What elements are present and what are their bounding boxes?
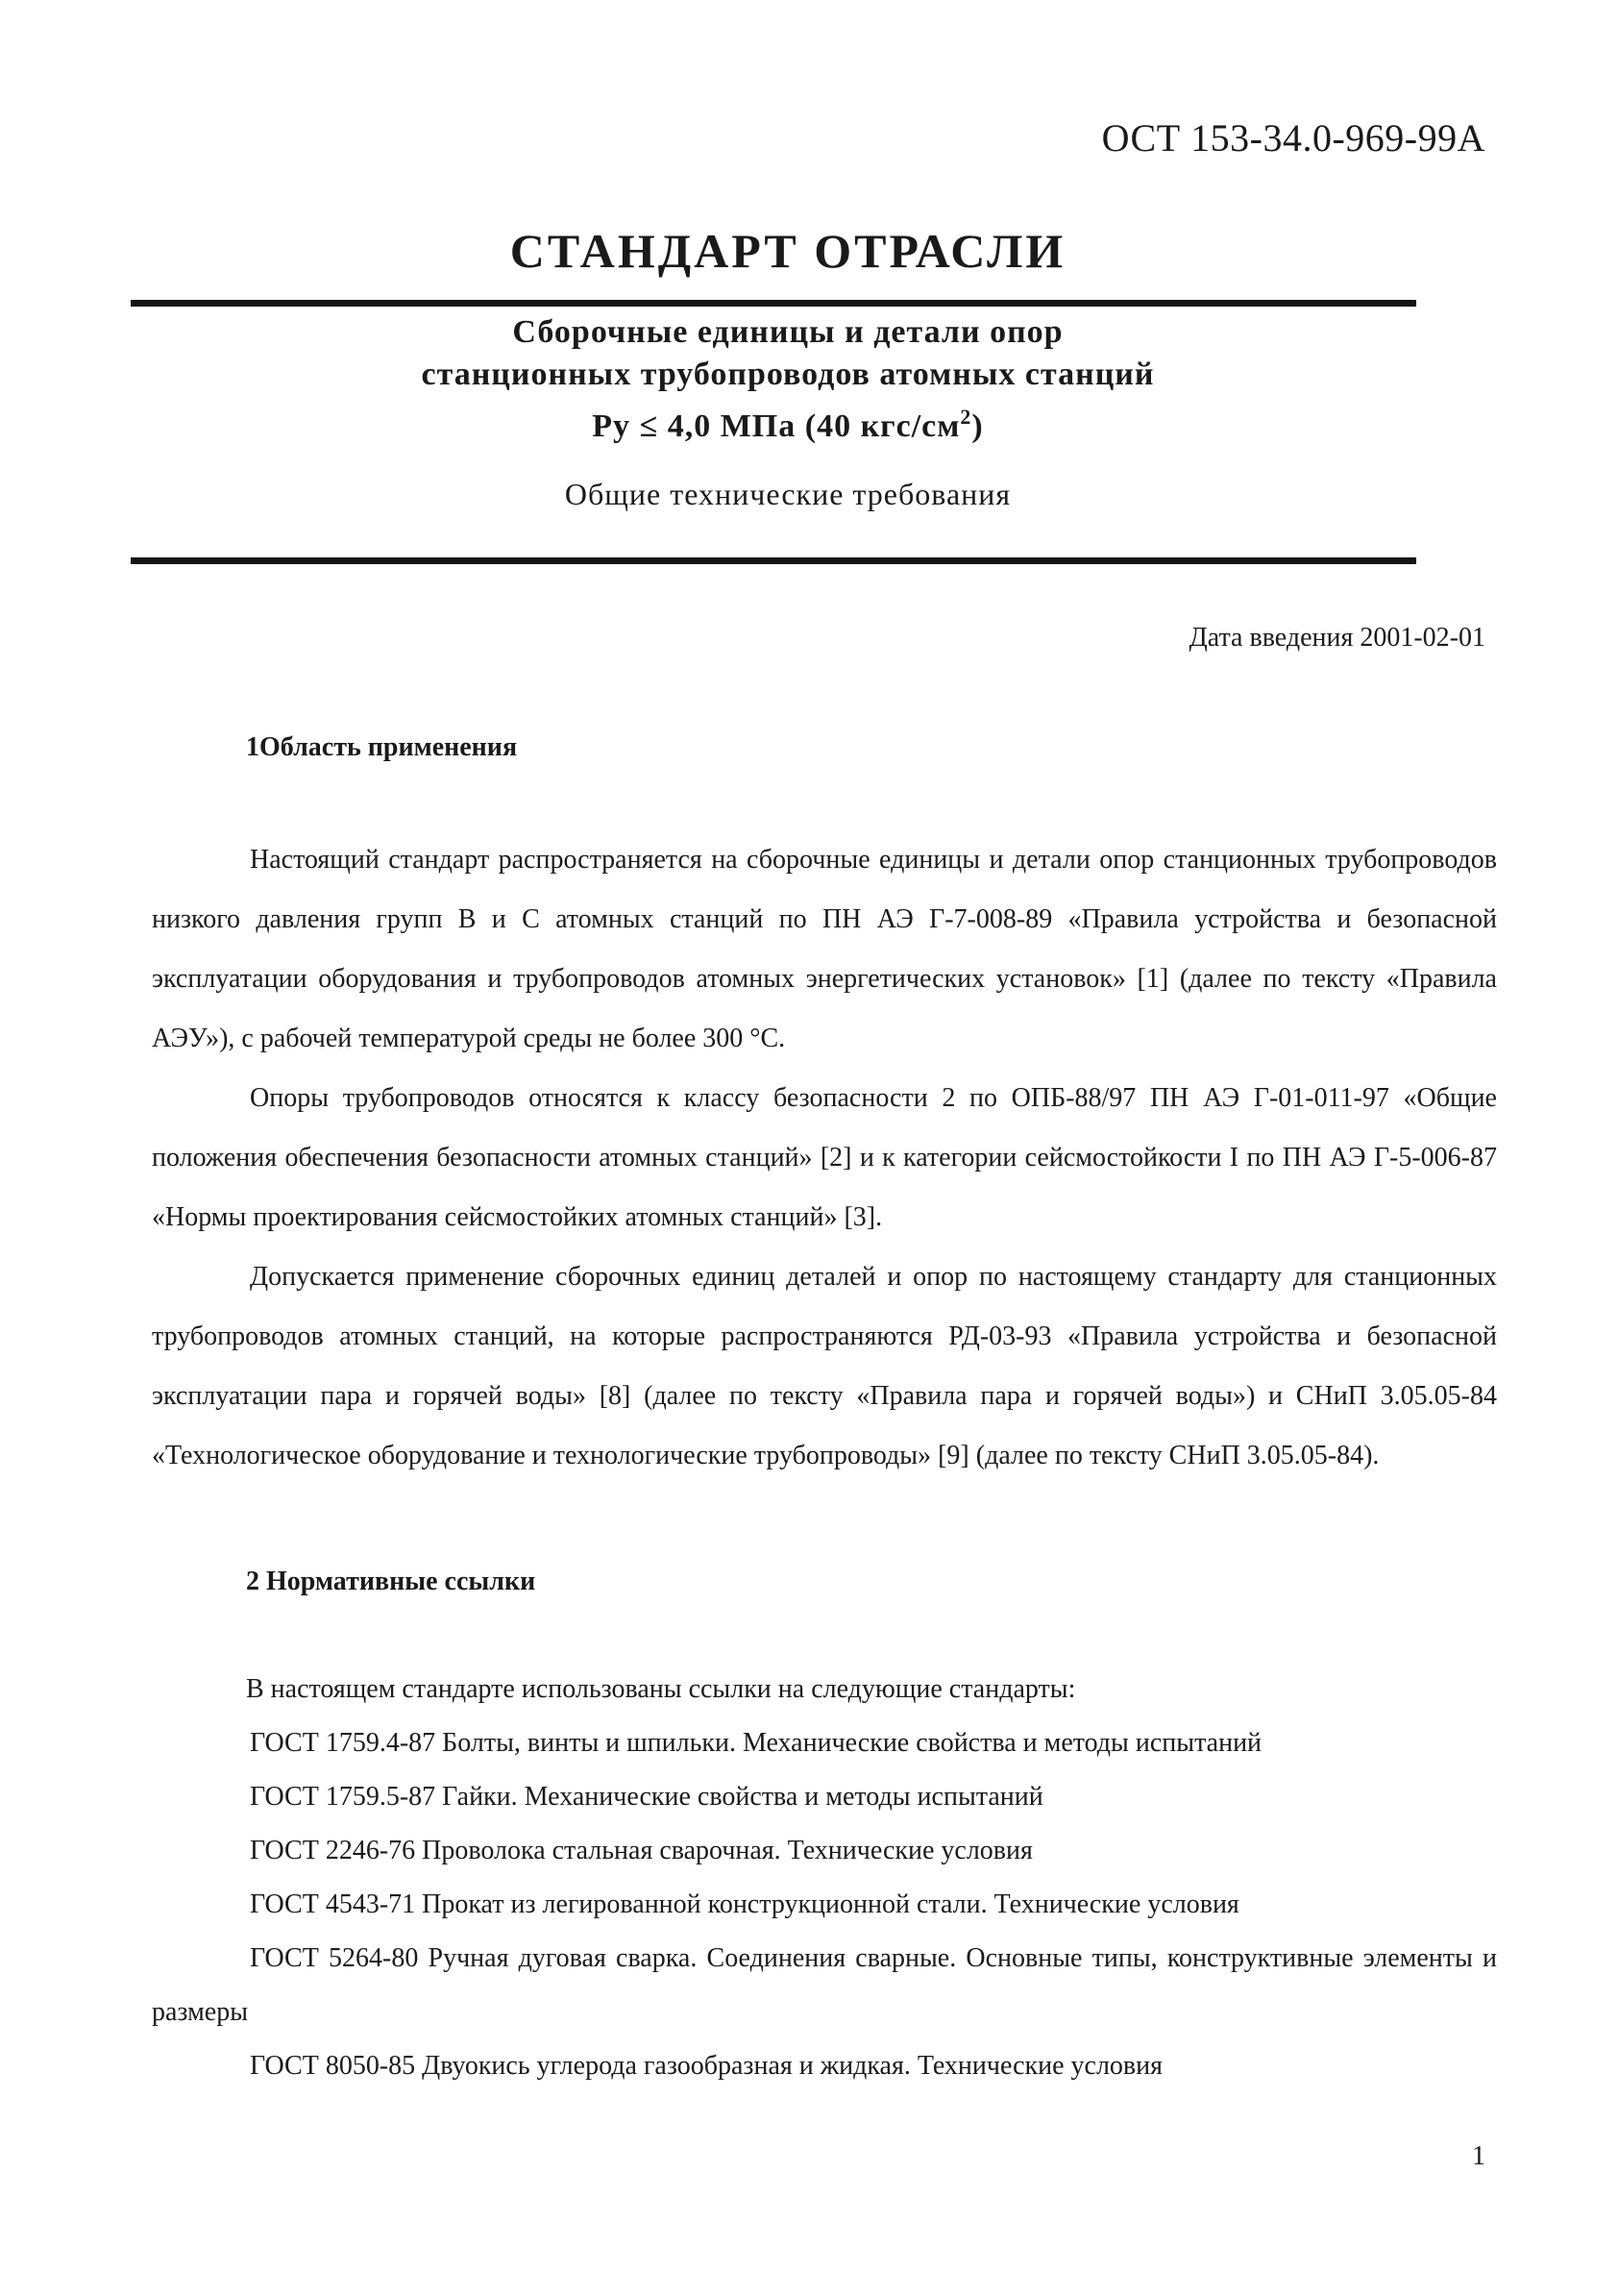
page-number: 1 [1472,2141,1485,2171]
reference-item: ГОСТ 8050-85 Двуокись углерода газообразная и жидкая. Технические условия [250,2051,1164,2081]
section-2-heading: 2 Нормативные ссылки [246,1567,536,1596]
normative-references-list [152,1663,1497,2093]
document-code: ОСТ 153-34.0-969-99А [1101,116,1485,160]
section-1-paragraph-2: Опоры трубопроводов относятся к классу безопасности 2 по ОПБ-88/97 ПН АЭ Г-01-011-97 «Общие положения обеспечения безопасности атомных станций» [2] и к категории сейсмостойкости I по ПН АЭ Г-5-006-87 «Нормы проектирования сейсмостойких атомных станций» [3]. [152,1083,1497,1232]
requirements-subtitle: Общие технические требования [564,477,1012,511]
subtitle-line-2: станционных трубопроводов атомных станций [421,357,1155,392]
section-1-paragraph-3: Допускается применение сборочных единиц деталей и опор по настоящему стандарту для станционных трубопроводов атомных станций, на которые распространяются РД-03-93 «Правила устройства и безопасной эксплуатации пара и горячей воды» [8] (далее по тексту «Правила пара и горячей воды») и СНиП 3.05.05-84 «Технологическое оборудование и технологические трубопроводы» [9] (далее по тексту СНиП 3.05.05-84). [152,1262,1497,1470]
introduction-date: Дата введения 2001-02-01 [1189,623,1485,653]
reference-item: ГОСТ 2246-76 Проволока стальная сварочная. Технические условия [250,1836,1033,1865]
references-lead: В настоящем стандарте использованы ссылки на следующие стандарты: [246,1674,1076,1704]
reference-item: ГОСТ 1759.5-87 Гайки. Механические свойства и методы испытаний [250,1782,1043,1812]
document-subtitle [0,311,1576,448]
reference-item: ГОСТ 5264-80 Ручная дуговая сварка. Соединения сварные. Основные типы, конструктивные элементы и размеры [152,1943,1497,2027]
title-rule-bottom [131,557,1416,564]
section-1-paragraph-1: Настоящий стандарт распространяется на сборочные единицы и детали опор станционных трубопроводов низкого давления групп В и С атомных станций по ПН АЭ Г-7-008-89 «Правила устройства и безопасной эксплуатации оборудования и трубопроводов атомных энергетических установок» [1] (далее по тексту «Правила АЭУ»), с рабочей температурой среды не более 300 °С. [152,845,1497,1053]
reference-item: ГОСТ 4543-71 Прокат из легированной конструкционной стали. Технические условия [250,1889,1239,1919]
standard-title: СТАНДАРТ ОТРАСЛИ [509,224,1066,278]
pressure-spec: Ру ≤ 4,0 МПа (40 кгс/см [592,408,961,444]
subtitle-line-1: Сборочные единицы и детали опор [512,314,1064,350]
title-rule-top [131,300,1416,307]
reference-item: ГОСТ 1759.4-87 Болты, винты и шпильки. Механические свойства и методы испытаний [250,1728,1263,1758]
section-1-heading: 1Область применения [246,732,518,762]
pressure-spec-tail: ) [971,408,984,444]
pressure-spec-superscript: 2 [960,405,972,429]
subtitle-line-3 [0,396,1576,448]
